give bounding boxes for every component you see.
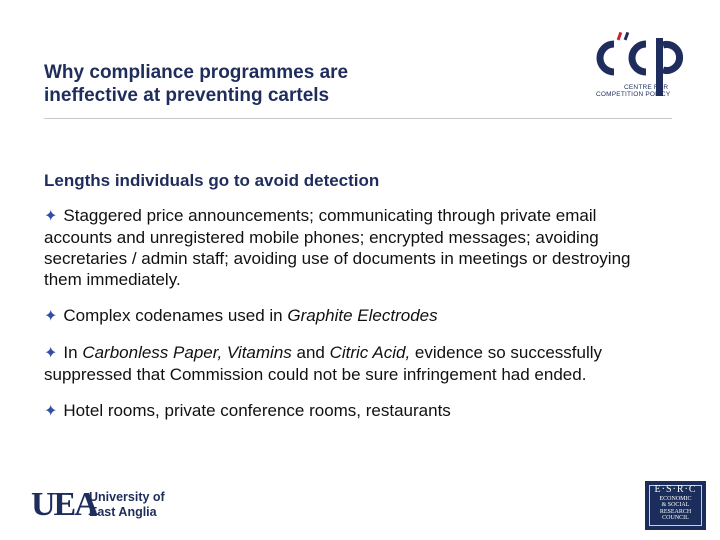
bullet-item bbox=[44, 342, 664, 385]
bullet-list bbox=[44, 205, 664, 422]
bullet-italic: Graphite Electrodes bbox=[287, 306, 438, 325]
four-point-star-icon: ✦ bbox=[44, 403, 58, 420]
esrc-line: ECONOMIC bbox=[659, 496, 692, 502]
four-point-star-icon: ✦ bbox=[44, 345, 58, 362]
section-subheading: Lengths individuals go to avoid detection bbox=[44, 171, 380, 190]
ccp-logo-subtitle bbox=[596, 84, 670, 98]
esrc-line: COUNCIL bbox=[662, 514, 689, 521]
bullet-item bbox=[44, 305, 664, 327]
esrc-line: & SOCIAL bbox=[661, 502, 690, 509]
esrc-logo-lines bbox=[646, 496, 705, 521]
uea-line-1: University of bbox=[89, 490, 165, 504]
bullet-item bbox=[44, 400, 664, 422]
title-line-2: ineffective at preventing cartels bbox=[44, 85, 330, 106]
title-line-1: Why compliance programmes are bbox=[44, 62, 349, 83]
bullet-italic: Carbonless Paper, Vitamins bbox=[82, 343, 292, 362]
uea-logo bbox=[31, 488, 191, 524]
bullet-text: Staggered price announcements; communicating through private email accounts and unregistered mobile phones; encrypted messages; avoiding secretaries / admin staff; avoiding use of documents in meetings or destroying them immediately. bbox=[44, 206, 631, 289]
four-point-star-icon: ✦ bbox=[44, 208, 58, 225]
ccp-sub-line-1: CENTRE FOR bbox=[624, 84, 669, 91]
bullet-italic: Citric Acid, bbox=[329, 343, 411, 362]
esrc-logo-title: E·S·R·C bbox=[654, 484, 697, 495]
four-point-star-icon: ✦ bbox=[44, 308, 58, 325]
uea-logo-mark: UEA bbox=[31, 486, 97, 523]
esrc-line: RESEARCH bbox=[659, 508, 692, 515]
bullet-text: and bbox=[291, 343, 330, 362]
bullet-text: Hotel rooms, private conference rooms, restaurants bbox=[63, 401, 451, 420]
bullet-text: evidence so successfully suppressed that Commission could not be sure infringement had ended. bbox=[44, 343, 603, 384]
slide-title bbox=[44, 61, 484, 107]
ccp-sub-line-2: COMPETITION POLICY bbox=[596, 91, 671, 98]
bullet-text: Complex codenames used in bbox=[63, 306, 288, 325]
header-divider bbox=[44, 118, 672, 119]
uea-logo-text bbox=[89, 490, 165, 520]
uea-line-2: East Anglia bbox=[89, 505, 157, 519]
esrc-logo bbox=[645, 481, 706, 530]
bullet-item bbox=[44, 205, 664, 290]
ccp-logo bbox=[588, 28, 712, 102]
bullet-text: In bbox=[63, 343, 83, 362]
